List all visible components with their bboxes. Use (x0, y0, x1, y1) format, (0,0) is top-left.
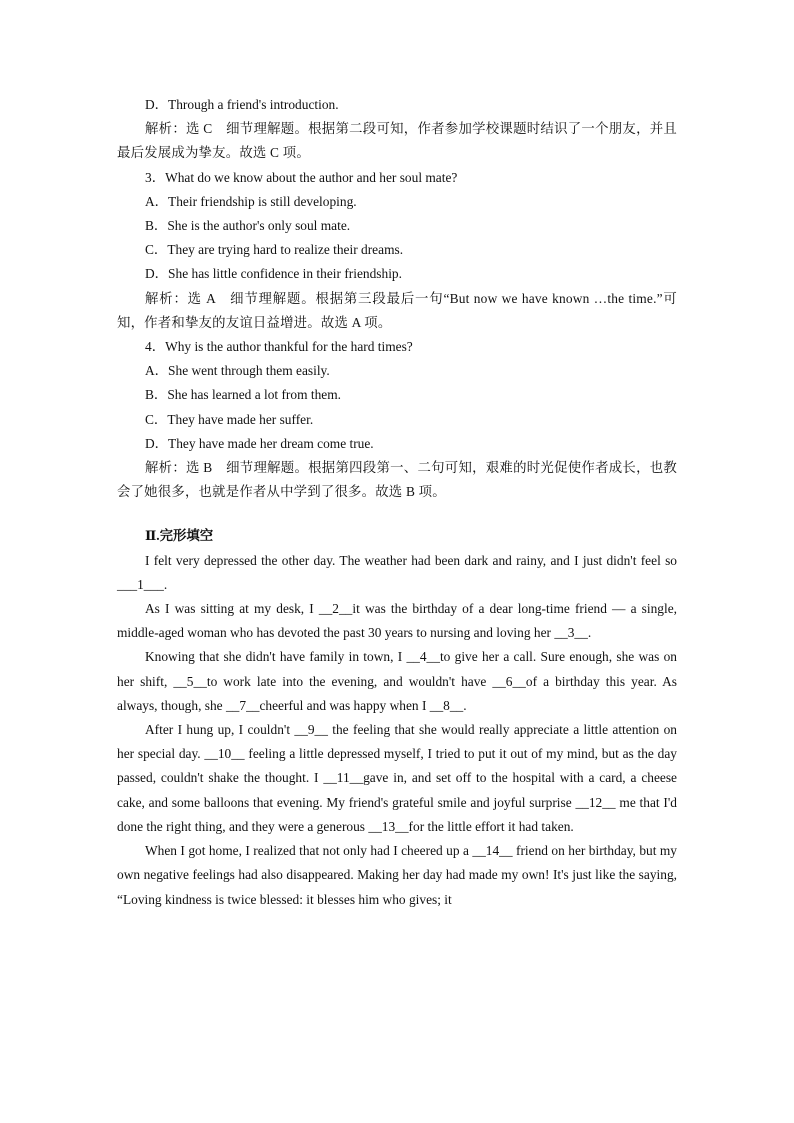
cloze-blank-3: __3__ (554, 625, 588, 641)
q2-answer-explanation: 解析：选 C 细节理解题。根据第二段可知，作者参加学校课题时结识了一个朋友，并且最后发展成为挚友。故选 C 项。 (117, 121, 677, 161)
cloze-blank-1: ___1___ (117, 576, 164, 592)
q4-option-a: A．She went through them easily. (145, 363, 330, 379)
cloze-text: the feeling that she would really appreciate a little attention on her special day. (117, 722, 677, 762)
cloze-blank-5: __5__ (173, 673, 207, 689)
q3-option-b: B．She is the author's only soul mate. (145, 218, 351, 234)
cloze-blank-7: __7__ (225, 697, 260, 713)
cloze-text: it was the birthday of a dear long-time friend — a single, middle-aged woman who has devoted the past 30 years to nursing and loving her (117, 601, 677, 641)
document-content (117, 93, 677, 912)
cloze-text: gave in, and set off to the hospital with a card, a cheese cake, and some balloons that evening. My friend's grateful smile and joyful surprise (117, 770, 677, 810)
cloze-text: to give her a call. Sure enough, she was on her shift, (117, 649, 677, 689)
cloze-text: feeling a little depressed myself, I tried to put it out of my mind, but as the day passed, couldn't shake the thought. I (117, 746, 677, 786)
cloze-text: cheerful and was happy when I (259, 697, 430, 713)
q3-option-d: D．She has little confidence in their friendship. (145, 266, 402, 282)
cloze-paragraph-3 (117, 645, 677, 718)
q3-question: 3．What do we know about the author and her soul mate? (145, 169, 458, 185)
cloze-text: me that I'd done the right thing, and they were a generous (117, 794, 677, 834)
q4-option-b: B．She has learned a lot from them. (145, 387, 341, 403)
cloze-text: of a birthday this year. As always, though, she (117, 673, 677, 713)
q3-option-a: A．Their friendship is still developing. (145, 193, 357, 209)
cloze-text: When I got home, I realized that not only had I cheered up a (145, 843, 473, 859)
q4-option-d: D．They have made her dream come true. (145, 435, 374, 451)
cloze-text: After I hung up, I couldn't (145, 722, 295, 738)
cloze-text: Knowing that she didn't have family in town, I (145, 649, 407, 665)
cloze-blank-8: __8__ (429, 697, 464, 713)
cloze-paragraph-4 (117, 718, 677, 839)
cloze-text: friend on her birthday, but my own negative feelings had also disappeared. Making her day had made my own! It's just like the saying, “Loving kindness is twice blessed: it blesses him who gives; it (117, 843, 677, 907)
cloze-text: . (163, 576, 168, 592)
cloze-blank-9: __9__ (294, 722, 328, 738)
cloze-paragraph-1 (117, 549, 677, 597)
cloze-blank-13: __13__ (368, 818, 409, 834)
q4-question: 4．Why is the author thankful for the hard times? (145, 339, 413, 355)
q4-answer-explanation: 解析：选 B 细节理解题。根据第四段第一、二句可知，艰难的时光促使作者成长，也教会了她很多，也就是作者从中学到了很多。故选 B 项。 (117, 460, 677, 500)
cloze-paragraph-2 (117, 597, 677, 645)
q3-answer-explanation: 解析：选 A 细节理解题。根据第三段最后一句“But now we have known …the time.”可知，作者和挚友的友谊日益增进。故选 A 项。 (117, 290, 677, 330)
q3-option-c: C．They are trying hard to realize their dreams. (145, 242, 404, 258)
cloze-paragraph-5 (117, 839, 677, 912)
section-title: Ⅱ.完形填空 (145, 528, 214, 544)
q4-option-c: C．They have made her suffer. (145, 411, 314, 427)
cloze-blank-4: __4__ (406, 649, 440, 665)
q2-option-d: D．Through a friend's introduction. (145, 97, 339, 112)
cloze-blank-12: __12__ (575, 794, 616, 810)
cloze-blank-14: __14__ (472, 843, 513, 859)
cloze-text: for the little effort it had taken. (408, 818, 574, 834)
cloze-text: As I was sitting at my desk, I (145, 601, 319, 617)
cloze-text: I felt very depressed the other day. The weather had been dark and rainy, and I just didn't feel so (145, 552, 677, 568)
cloze-text: to work late into the evening, and wouldn't have (206, 673, 493, 689)
cloze-text: . (463, 697, 467, 713)
cloze-blank-10: __10__ (204, 746, 245, 762)
cloze-blank-11: __11__ (323, 770, 364, 786)
cloze-text: . (587, 625, 592, 641)
cloze-blank-6: __6__ (492, 673, 526, 689)
cloze-blank-2: __2__ (318, 601, 353, 617)
